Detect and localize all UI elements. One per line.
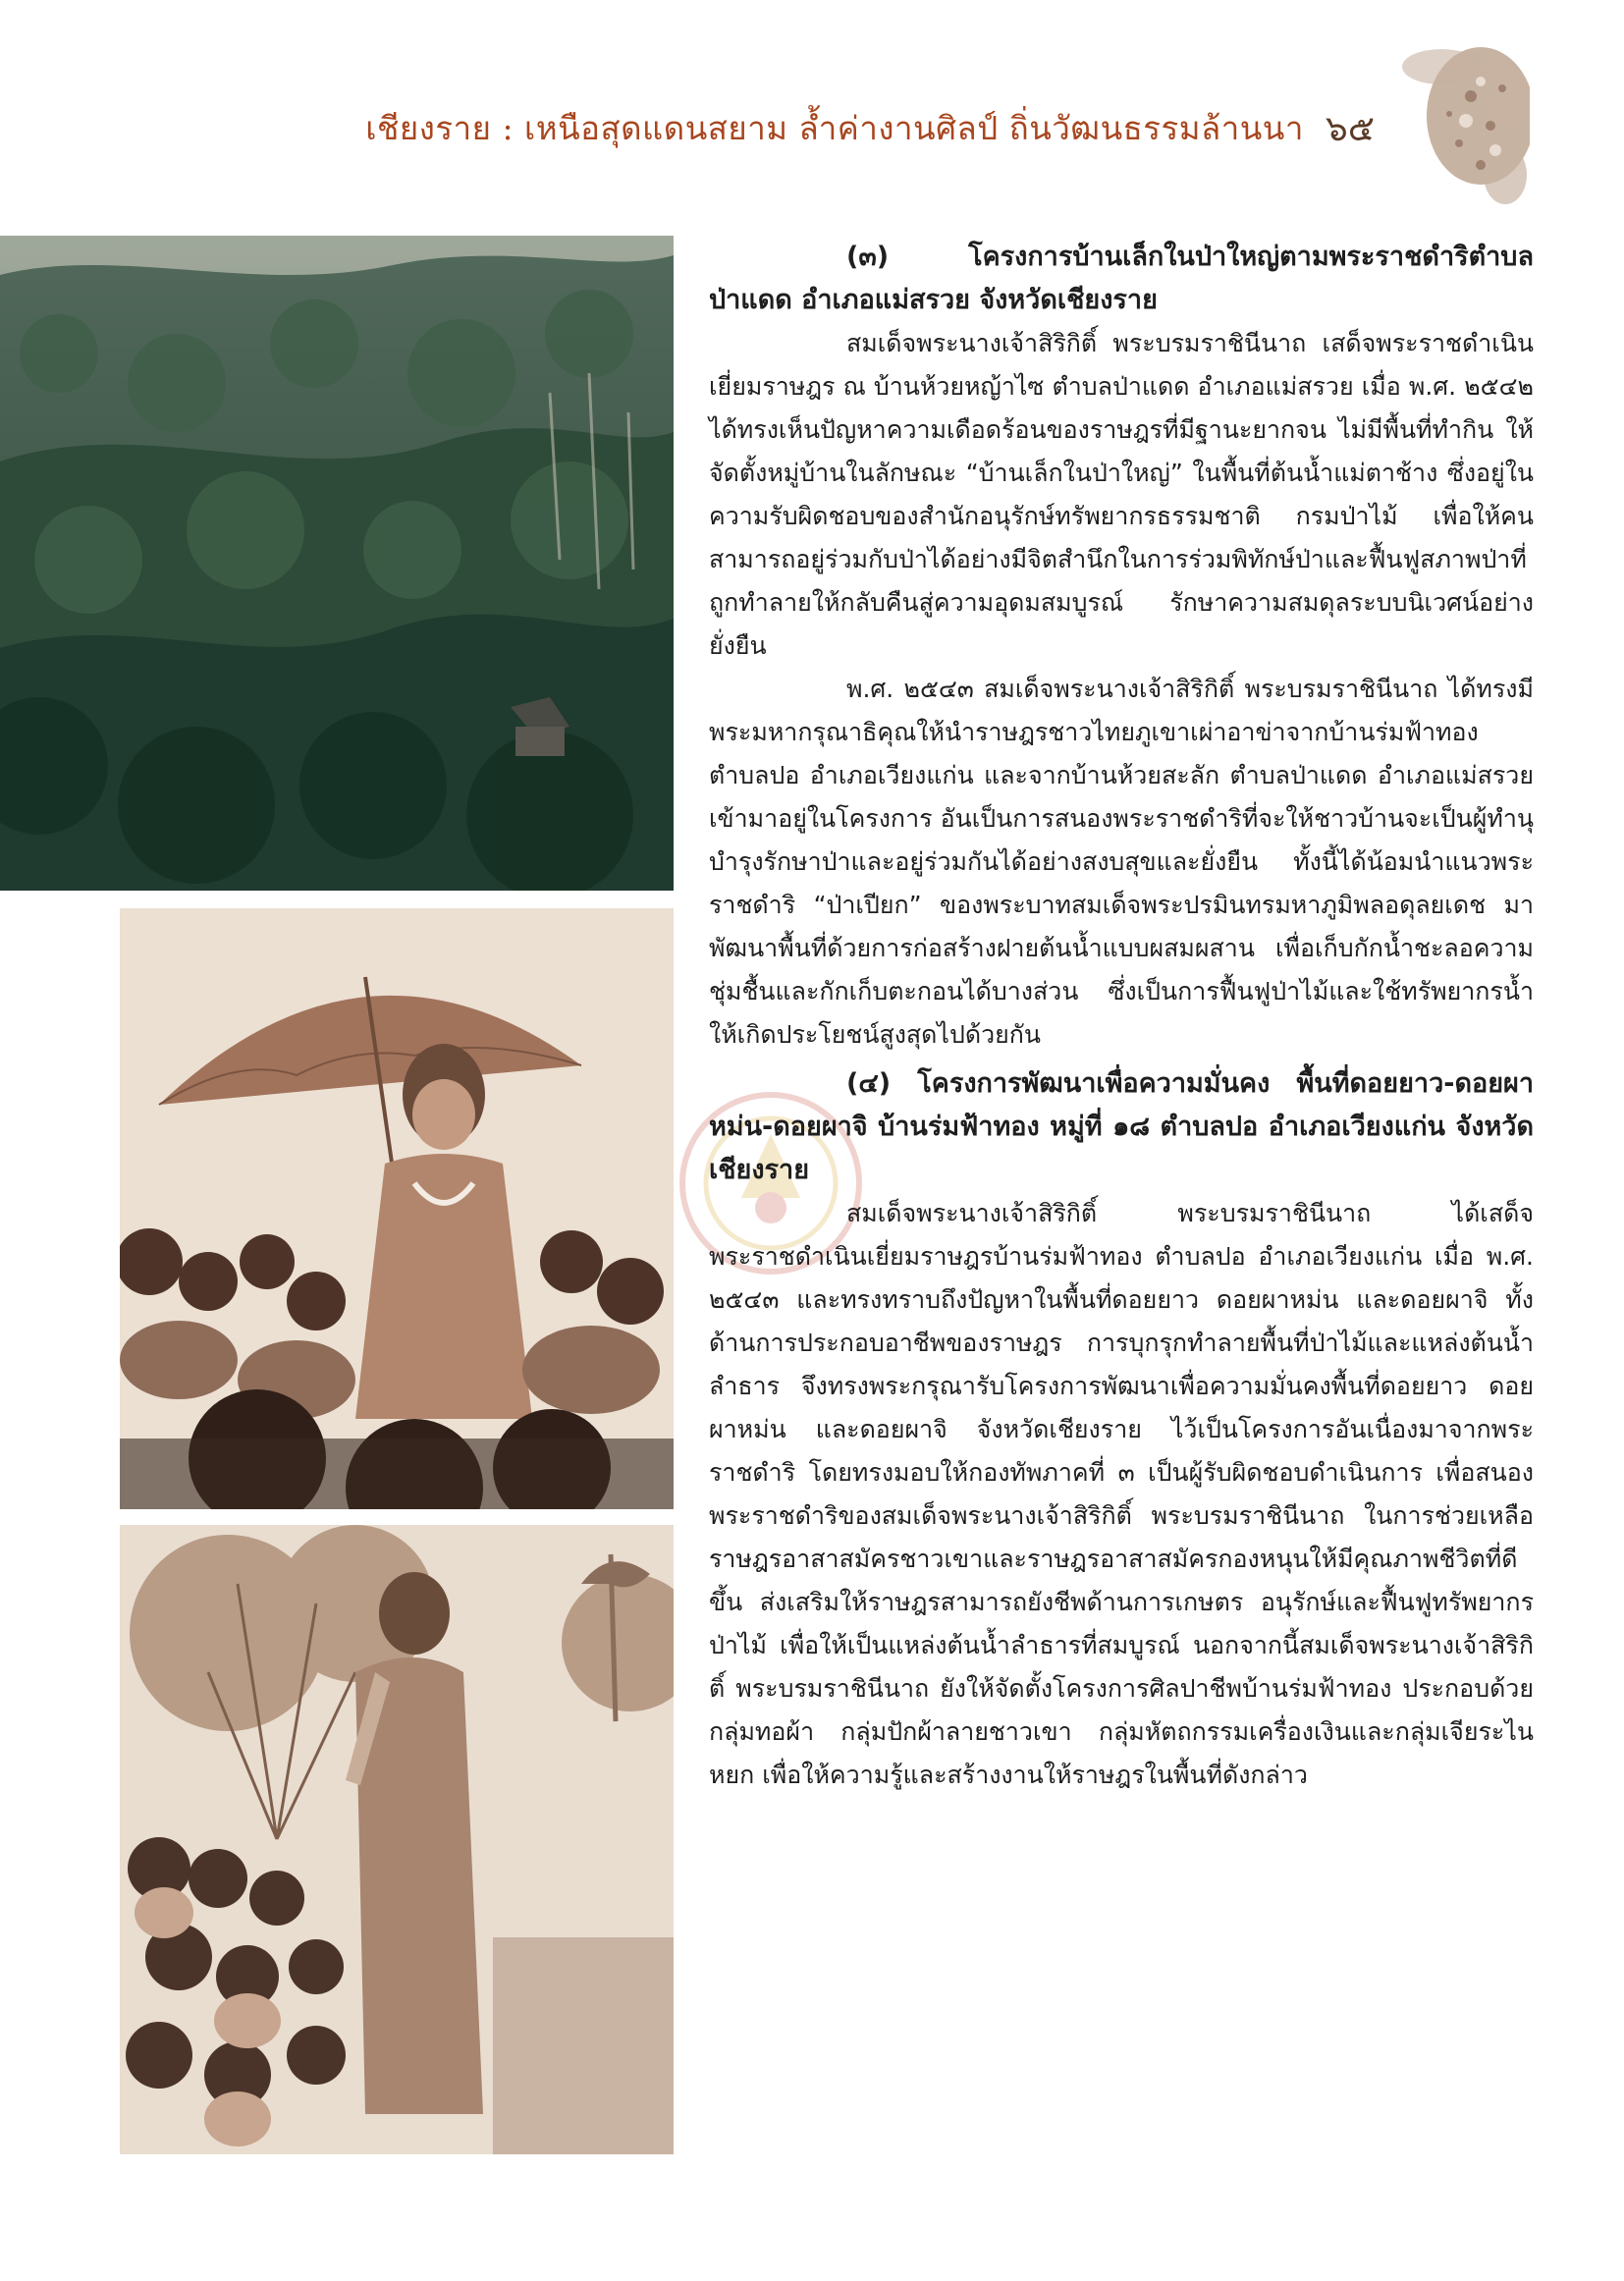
queen-umbrella-photo bbox=[120, 908, 674, 1509]
forest-photo bbox=[0, 236, 674, 891]
section-4-heading: (๔) โครงการพัฒนาเพื่อความมั่นคง พื้นที่ดอยยาว-ดอยผาหม่น-ดอยผาจิ บ้านร่มฟ้าทอง หมู่ที่ ๑๘ ตำบลปอ อำเภอเวียงแก่น จังหวัดเชียงราย bbox=[709, 1068, 1534, 1185]
header-title: เชียงราย : เหนือสุดแดนสยาม ล้ำค่างานศิลป์ ถิ่นวัฒนธรรมล้านนา bbox=[365, 108, 1304, 147]
queen-crowd-photo bbox=[120, 1525, 674, 2154]
page-number: ๖๕ bbox=[1325, 108, 1375, 149]
section-4-paragraph-1: สมเด็จพระนางเจ้าสิริกิติ์ พระบรมราชินีนาถ ได้เสด็จพระราชดำเนินเยี่ยมราษฎรบ้านร่มฟ้าทอง ตำบลปอ อำเภอเวียงแก่น เมื่อ พ.ศ. ๒๕๔๓ และทรงทราบถึงปัญหาในพื้นที่ดอยยาว ดอยผาหม่น และดอยผาจิ ทั้งด้านการประกอบอาชีพของราษฎร การบุกรุกทำลายพื้นที่ป่าไม้และแหล่งต้นน้ำลำธาร จึงทรงพระกรุณารับโครงการพัฒนาเพื่อความมั่นคงพื้นที่ดอยยาว ดอยผาหม่น และดอยผาจิ จังหวัดเชียงราย ไว้เป็นโครงการอันเนื่องมาจากพระราชดำริ โดยทรงมอบให้กองทัพภาคที่ ๓ เป็นผู้รับผิดชอบดำเนินการ เพื่อสนองพระราชดำริของสมเด็จพระนางเจ้าสิริกิติ์ พระบรมราชินีนาถ ในการช่วยเหลือราษฎรอาสาสมัครชาวเขาและราษฎรอาสาสมัครกองหนุนให้มีคุณภาพชีวิตที่ดีขึ้น ส่งเสริมให้ราษฎรสามารถยังชีพด้านการเกษตร อนุรักษ์และฟื้นฟูทรัพยากรป่าไม้ เพื่อให้เป็นแหล่งต้นน้ำลำธารที่สมบูรณ์ นอกจากนี้สมเด็จพระนางเจ้าสิริกิติ์ พระบรมราชินีนาถ ยังให้จัดตั้งโครงการศิลปาชีพบ้านร่มฟ้าทอง ประกอบด้วยกลุ่มทอผ้า กลุ่มปักผ้าลายชาวเขา กลุ่มหัตถกรรมเครื่องเงินและกลุ่มเจียระไนหยก เพื่อให้ความรู้และสร้างงานให้ราษฎรในพื้นที่ดังกล่าว bbox=[709, 1199, 1534, 1789]
section-3-paragraph-2: พ.ศ. ๒๕๔๓ สมเด็จพระนางเจ้าสิริกิติ์ พระบรมราชินีนาถ ได้ทรงมีพระมหากรุณาธิคุณให้นำราษฎรชาวไทยภูเขาเผ่าอาข่าจากบ้านร่มฟ้าทอง ตำบลปอ อำเภอเวียงแก่น และจากบ้านห้วยสะลัก ตำบลป่าแดด อำเภอแม่สรวย เข้ามาอยู่ในโครงการ อันเป็นการสนองพระราชดำริที่จะให้ชาวบ้านจะเป็นผู้ทำนุบำรุงรักษาป่าและอยู่ร่วมกันได้อย่างสงบสุขและยั่งยืน ทั้งนี้ได้น้อมนำแนวพระราชดำริ “ป่าเปียก” ของพระบาทสมเด็จพระปรมินทรมหาภูมิพลอดุลยเดช มาพัฒนาพื้นที่ด้วยการก่อสร้างฝายต้นน้ำแบบผสมผสาน เพื่อเก็บกักน้ำชะลอความชุ่มชื้นและกักเก็บตะกอนได้บางส่วน ซึ่งเป็นการฟื้นฟูป่าไม้และใช้ทรัพยากรน้ำให้เกิดประโยชน์สูงสุดไปด้วยกัน bbox=[709, 675, 1534, 1049]
page-header bbox=[365, 98, 1375, 157]
section-3-heading: (๓) โครงการบ้านเล็กในป่าใหญ่ตามพระราชดำริตำบลป่าแดด อำเภอแม่สรวย จังหวัดเชียงราย bbox=[709, 242, 1534, 315]
article-body bbox=[709, 236, 1534, 1797]
section-3-paragraph-1: สมเด็จพระนางเจ้าสิริกิติ์ พระบรมราชินีนาถ เสด็จพระราชดำเนินเยี่ยมราษฎร ณ บ้านห้วยหญ้าไซ ตำบลป่าแดด อำเภอแม่สรวย เมื่อ พ.ศ. ๒๕๔๒ ได้ทรงเห็นปัญหาความเดือดร้อนของราษฎรที่มีฐานะยากจน ไม่มีพื้นที่ทำกิน ให้จัดตั้งหมู่บ้านในลักษณะ “บ้านเล็กในป่าใหญ่” ในพื้นที่ต้นน้ำแม่ตาช้าง ซึ่งอยู่ในความรับผิดชอบของสำนักอนุรักษ์ทรัพยากรธรรมชาติ กรมป่าไม้ เพื่อให้คนสามารถอยู่ร่วมกับป่าได้อย่างมีจิตสำนึกในการร่วมพิทักษ์ป่าและฟื้นฟูสภาพป่าที่ถูกทำลายให้กลับคืนสู่ความอุดมสมบูรณ์ รักษาความสมดุลระบบนิเวศน์อย่างยั่งยืน bbox=[709, 329, 1534, 660]
